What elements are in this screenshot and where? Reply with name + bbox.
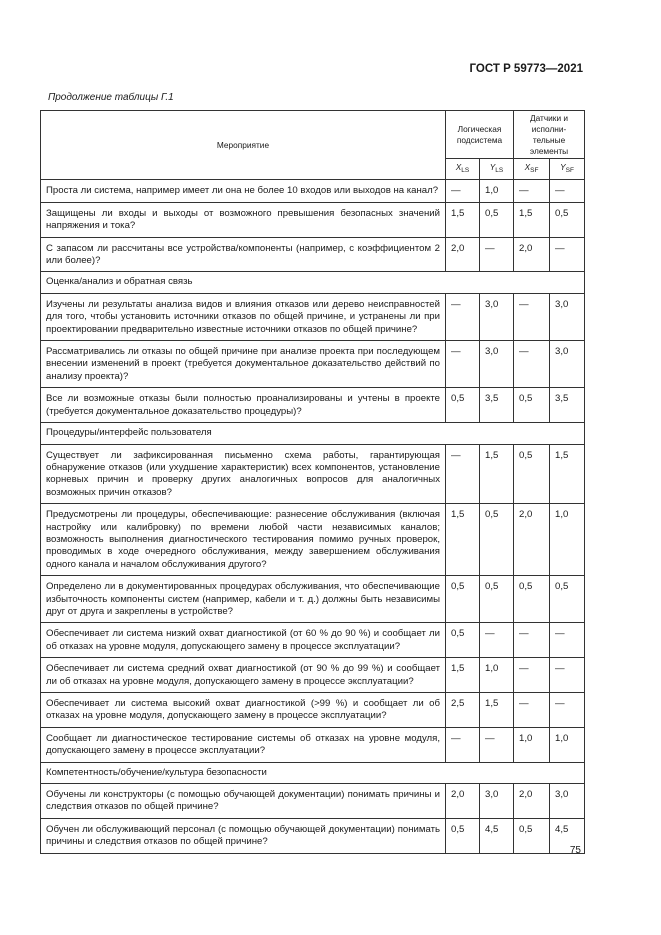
column-header-measure: Мероприятие: [41, 111, 446, 180]
value-x-sf: 0,5: [514, 576, 550, 623]
table-row: [41, 658, 585, 693]
table-row: [41, 237, 585, 272]
value-x-ls: —: [446, 727, 480, 762]
measure-text: Все ли возможные отказы были полностью проанализированы и учтены в проекте (требуется документальное доказательство процедуры)?: [41, 388, 446, 423]
value-y-sf: —: [550, 658, 585, 693]
table-row: [41, 784, 585, 819]
value-x-sf: 0,5: [514, 818, 550, 853]
section-title: Процедуры/интерфейс пользователя: [41, 423, 585, 444]
value-x-sf: 1,0: [514, 727, 550, 762]
measure-text: Обеспечивает ли система высокий охват диагностикой (>99 %) и сообщает ли об отказах на уровне модуля, допускающего замену в процессе эксплуатации?: [41, 693, 446, 728]
value-y-sf: 3,0: [550, 293, 585, 340]
value-x-ls: —: [446, 444, 480, 504]
value-x-sf: —: [514, 623, 550, 658]
value-y-ls: 3,0: [480, 341, 514, 388]
value-y-ls: 0,5: [480, 576, 514, 623]
value-y-ls: —: [480, 237, 514, 272]
value-y-sf: 0,5: [550, 576, 585, 623]
measure-text: С запасом ли рассчитаны все устройства/компоненты (например, с коэффициентом 2 или более)?: [41, 237, 446, 272]
value-y-sf: 3,0: [550, 341, 585, 388]
value-y-ls: 4,5: [480, 818, 514, 853]
table-row: [41, 180, 585, 202]
section-row: [41, 423, 585, 444]
value-y-sf: —: [550, 237, 585, 272]
value-y-ls: 1,0: [480, 658, 514, 693]
value-x-ls: 0,5: [446, 388, 480, 423]
value-y-ls: —: [480, 623, 514, 658]
measure-text: Существует ли зафиксированная письменно схема работы, гарантирующая обнаружение отказов (или ухудшение характеристик) всех компонентов, установление корневых причин и проверку других аналогичных вопросов для аналогичных возможных причин отказов?: [41, 444, 446, 504]
value-x-ls: 0,5: [446, 623, 480, 658]
table-row: [41, 388, 585, 423]
measure-text: Защищены ли входы и выходы от возможного превышения безопасных значений напряжения и тока?: [41, 202, 446, 237]
table-row: [41, 341, 585, 388]
column-header-logic-subsystem: Логическая подсистема: [446, 111, 514, 159]
column-header-sensors-actuators: Датчики и исполни-тельные элементы: [514, 111, 585, 159]
measure-text: Определено ли в документированных процедурах обслуживания, что обеспечивающие избыточность компоненты систем (например, кабели и т. д.) должны быть независимы друг от друга и закреплены в устройстве?: [41, 576, 446, 623]
measure-text: Обучены ли конструкторы (с помощью обучающей документации) понимать причины и следствия отказов по общей причине?: [41, 784, 446, 819]
measure-text: Проста ли система, например имеет ли она не более 10 входов или выходов на канал?: [41, 180, 446, 202]
value-y-sf: —: [550, 623, 585, 658]
table-row: [41, 444, 585, 504]
value-y-ls: 3,0: [480, 784, 514, 819]
value-y-ls: 0,5: [480, 504, 514, 576]
value-x-ls: 2,5: [446, 693, 480, 728]
section-row: [41, 272, 585, 293]
value-x-sf: —: [514, 180, 550, 202]
value-y-ls: 3,5: [480, 388, 514, 423]
section-title: Компетентность/обучение/культура безопасности: [41, 762, 585, 783]
subheader-y-ls: $Y_{LS}$: [480, 159, 514, 180]
value-x-ls: 2,0: [446, 784, 480, 819]
measure-text: Обеспечивает ли система низкий охват диагностикой (от 60 % до 90 %) и сообщает ли об отказах на уровне модуля, допускающего замену в процессе эксплуатации?: [41, 623, 446, 658]
value-x-sf: 2,0: [514, 237, 550, 272]
table-row: [41, 727, 585, 762]
value-x-ls: 2,0: [446, 237, 480, 272]
measures-table: [40, 110, 585, 854]
value-x-ls: 0,5: [446, 818, 480, 853]
value-y-ls: 0,5: [480, 202, 514, 237]
measure-text: Сообщает ли диагностическое тестирование системы об отказах на уровне модуля, допускающего замену в процессе эксплуатации?: [41, 727, 446, 762]
value-y-sf: 0,5: [550, 202, 585, 237]
value-y-ls: 3,0: [480, 293, 514, 340]
value-x-ls: —: [446, 180, 480, 202]
value-y-ls: —: [480, 727, 514, 762]
value-y-sf: —: [550, 180, 585, 202]
value-y-ls: 1,5: [480, 693, 514, 728]
section-title: Оценка/анализ и обратная связь: [41, 272, 585, 293]
measure-text: Рассматривались ли отказы по общей причине при анализе проекта при последующем внесении изменений в проект (требуется документальное доказательство действий по анализу проекта)?: [41, 341, 446, 388]
value-x-sf: 0,5: [514, 388, 550, 423]
table-row: [41, 576, 585, 623]
table-body: [41, 180, 585, 853]
table-row: [41, 202, 585, 237]
value-y-sf: 1,0: [550, 727, 585, 762]
value-x-ls: 1,5: [446, 658, 480, 693]
value-y-sf: —: [550, 693, 585, 728]
value-y-ls: 1,0: [480, 180, 514, 202]
value-x-ls: 0,5: [446, 576, 480, 623]
section-row: [41, 762, 585, 783]
table-row: [41, 818, 585, 853]
value-x-ls: 1,5: [446, 202, 480, 237]
value-y-sf: 1,0: [550, 504, 585, 576]
table-row: [41, 504, 585, 576]
value-x-sf: —: [514, 693, 550, 728]
table-row: [41, 293, 585, 340]
measure-text: Обеспечивает ли система средний охват диагностикой (от 90 % до 99 %) и сообщает ли об отказах на уровне модуля, допускающего замену в процессе эксплуатации?: [41, 658, 446, 693]
value-y-sf: 4,5: [550, 818, 585, 853]
subheader-x-sf: $X_{SF}$: [514, 159, 550, 180]
table-continuation-caption: Продолжение таблицы Г.1: [48, 92, 174, 103]
value-x-sf: —: [514, 658, 550, 693]
measure-text: Изучены ли результаты анализа видов и влияния отказов или дерево неисправностей для того, чтобы установить источники отказов по общей причине, и устранены ли при проектировании предварительно известные источники отказов по общей причине?: [41, 293, 446, 340]
value-x-sf: —: [514, 341, 550, 388]
value-x-ls: 1,5: [446, 504, 480, 576]
standard-designation: ГОСТ Р 59773—2021: [469, 63, 583, 75]
table-row: [41, 693, 585, 728]
value-x-sf: 2,0: [514, 784, 550, 819]
value-y-sf: 3,5: [550, 388, 585, 423]
subheader-x-ls: $X_{LS}$: [446, 159, 480, 180]
value-x-sf: 2,0: [514, 504, 550, 576]
measure-text: Предусмотрены ли процедуры, обеспечивающие: разнесение обслуживания (включая настройку или калибровку) по времени любой части независимых каналов; возможность выполнения диагностического тестирования помимо ручных проверок, проводимых в ходе очередного обслуживания, между завершением обслуживания одного канала и началом обслуживания другого?: [41, 504, 446, 576]
value-x-sf: —: [514, 293, 550, 340]
measure-text: Обучен ли обслуживающий персонал (с помощью обучающей документации) понимать причины и следствия отказов по общей причине?: [41, 818, 446, 853]
value-x-sf: 0,5: [514, 444, 550, 504]
value-x-ls: —: [446, 293, 480, 340]
value-y-sf: 3,0: [550, 784, 585, 819]
page-number: 75: [569, 845, 581, 856]
table-row: [41, 623, 585, 658]
value-x-ls: —: [446, 341, 480, 388]
value-x-sf: 1,5: [514, 202, 550, 237]
value-y-ls: 1,5: [480, 444, 514, 504]
value-y-sf: 1,5: [550, 444, 585, 504]
subheader-y-sf: $Y_{SF}$: [550, 159, 585, 180]
